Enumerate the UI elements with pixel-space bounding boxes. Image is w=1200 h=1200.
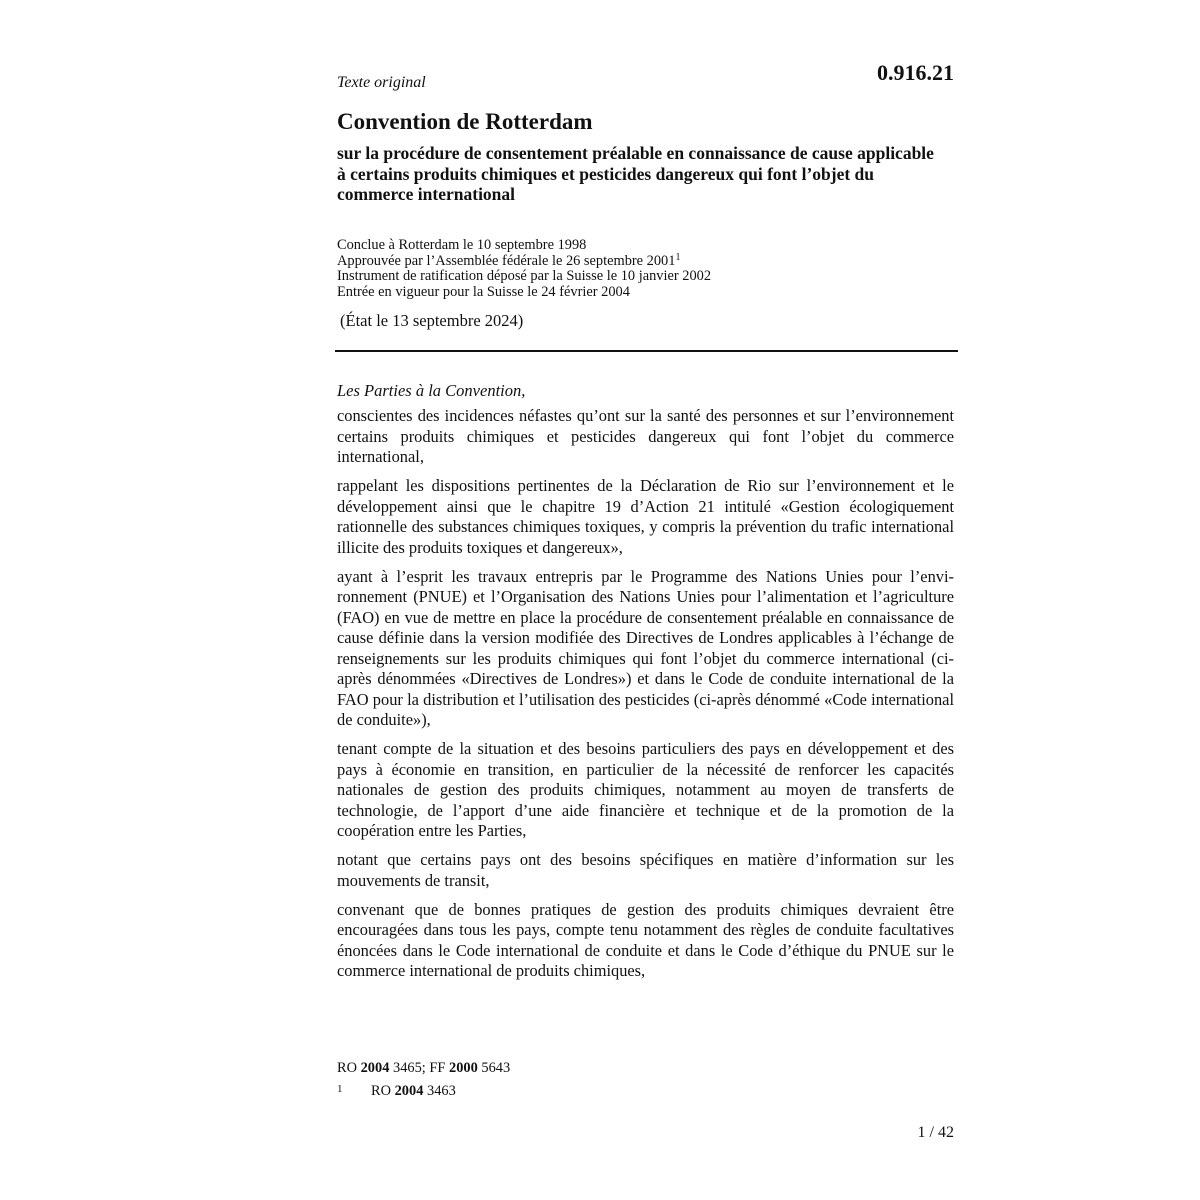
footnote-ro-page: 3463 [427, 1083, 456, 1099]
page-number: 1 / 42 [917, 1124, 954, 1141]
ff-page: 5643 [481, 1060, 511, 1076]
document-title: Convention de Rotterdam [337, 109, 593, 134]
conclusion-date: Conclue à Rotterdam le 10 septembre 1998 [337, 237, 587, 253]
header-divider [335, 350, 958, 352]
preamble-paragraph: convenant que de bonnes pratiques de gestion des produits chimiques devraient être encouragées dans tous les pays, compte tenu notamment des règles de conduite facultatives énoncées dans le Code international de conduite et dans le Code d’éthique du PNUE sur le commerce international de produits chimiques, [337, 899, 954, 980]
ro-page: 3465; [393, 1060, 426, 1076]
document-subtitle: sur la procédure de consentement préalable en connaissance de cause applicable à certains produits chimiques et pesticides dangereux qui font l’objet du commerce international [337, 143, 934, 204]
footnote [337, 1079, 456, 1101]
document-metadata [337, 238, 711, 300]
entry-into-force-date: Entrée en vigueur pour la Suisse le 24 février 2004 [337, 283, 630, 300]
status-date: (État le 13 septembre 2024) [340, 311, 524, 330]
approval-line [337, 251, 711, 270]
preamble-paragraph: rappelant les dispositions pertinentes de la Déclaration de Rio sur l’environnement et le développement ainsi que le chapitre 19 d’Action 21 intitulé «Gestion écologiquement rationnelle des substances chimiques toxiques, y compris la prévention du trafic international illicite des produits toxiques et dangereux», [337, 476, 954, 557]
footnote-ro-year: 2004 [394, 1083, 424, 1099]
ratification-date: Instrument de ratification déposé par la Suisse le 10 janvier 2002 [337, 268, 712, 284]
ro-label: RO [337, 1060, 357, 1076]
footnote-mark: 1 [337, 1083, 343, 1095]
sr-number: 0.916.21 [877, 60, 954, 85]
preamble-paragraph: notant que certains pays ont des besoins spécifiques en matière d’information sur les mouvements de transit, [337, 850, 954, 890]
official-references [337, 1058, 510, 1078]
ro-year: 2004 [360, 1060, 390, 1076]
ff-year: 2000 [449, 1060, 478, 1076]
texte-original-label: Texte original [337, 74, 426, 91]
ff-label: FF [429, 1060, 446, 1076]
preamble-paragraph: tenant compte de la situation et des besoins particuliers des pays en développement et des pays à économie en transition, en particulier de la nécessité de renforcer les capacités nationales de gestion des produits chimiques, notamment au moyen de transferts de technologie, de l’apport d’une aide financière et technique et de la promotion de la coopération entre les Parties, [337, 739, 954, 840]
preamble-body [337, 406, 954, 990]
preamble-paragraph: conscientes des incidences néfastes qu’ont sur la santé des personnes et sur l’environnement certains produits chimiques et pesticides dangereux qui font l’objet du commerce international, [337, 406, 954, 466]
preamble-heading: Les Parties à la Convention, [337, 381, 526, 400]
footnote-ref[interactable]: 1 [675, 251, 681, 263]
footnote-ro-label: RO [371, 1083, 391, 1099]
approval-date: Approuvée par l’Assemblée fédérale le 26 septembre 2001 [337, 252, 676, 269]
preamble-paragraph: ayant à l’esprit les travaux entrepris par le Programme des Nations Unies pour l’environnement (PNUE) et l’Organisation des Nations Unies pour l’alimentation et l’agriculture (FAO) en vue de mettre en place la procédure de consentement préalable en connaissance de cause définie dans la version modifiée des Directives de Londres applicables à l’échange de renseignements sur les produits chimiques qui font l’objet du commerce international (ci-après dénommées «Directives de Londres») et dans le Code de conduite international de la FAO pour la distribution et l’utilisation des pesticides (ci-après dénommé «Code international de conduite»), [337, 566, 954, 729]
